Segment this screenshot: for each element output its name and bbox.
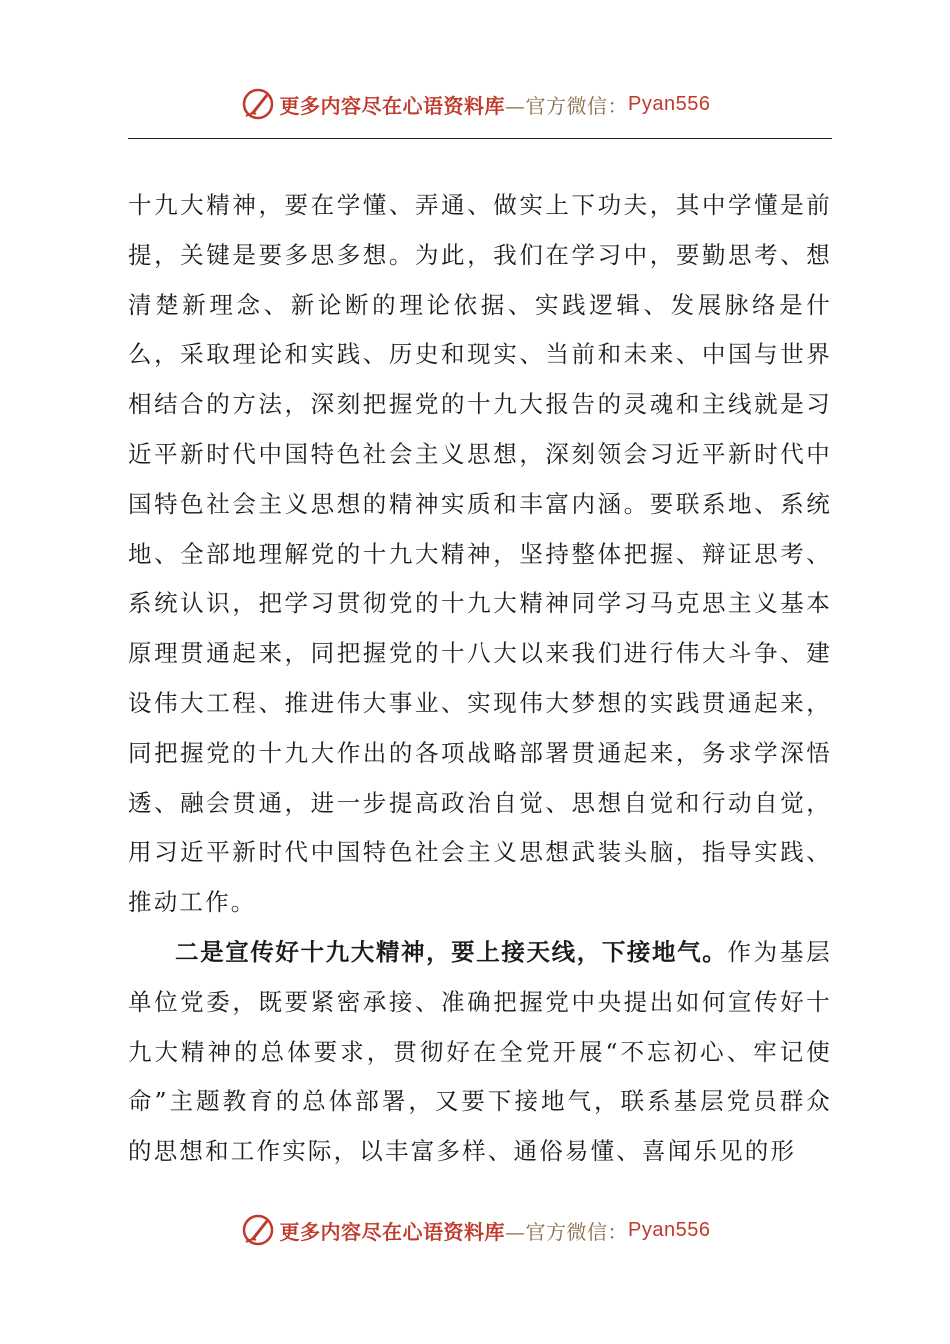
quill-logo-icon — [240, 86, 276, 122]
footer-banner-main: 更多内容尽在心语资料库 — [279, 1219, 506, 1244]
page-header — [0, 82, 950, 126]
footer-banner — [240, 1212, 711, 1248]
footer-banner-sub: —官方微信： — [505, 1219, 629, 1244]
document-body — [128, 181, 832, 1177]
header-banner-handle: Pyan556 — [628, 92, 711, 115]
header-divider — [128, 138, 832, 139]
paragraph-1: 十九大精神，要在学懂、弄通、做实上下功夫，其中学懂是前提，关键是要多思多想。为此，我们在学习中，要勤思考、想清楚新理念、新论断的理论依据、实践逻辑、发展脉络是什么，采取理论和实践、历史和现实、当前和未来、中国与世界相结合的方法，深刻把握党的十九大报告的灵魂和主线就是习近平新时代中国特色社会主义思想，深刻领会习近平新时代中国特色社会主义思想的精神实质和丰富内涵。要联系地、系统地、全部地理解党的十九大精神，坚持整体把握、辩证思考、系统认识，把学习贯彻党的十九大精神同学习马克思主义基本原理贯通起来，同把握党的十八大以来我们进行伟大斗争、建设伟大工程、推进伟大事业、实现伟大梦想的实践贯通起来，同把握党的十九大作出的各项战略部署贯通起来，务求学深悟透、融会贯通，进一步提高政治自觉、思想自觉和行动自觉，用习近平新时代中国特色社会主义思想武装头脑，指导实践、推动工作。 — [128, 191, 832, 917]
page-footer — [0, 1208, 950, 1252]
paragraph-2 — [128, 928, 832, 1177]
footer-banner-handle: Pyan556 — [628, 1218, 711, 1241]
paragraph-2-lead: 二是宣传好十九大精神，要上接天线，下接地气。 — [175, 937, 728, 966]
header-banner-main: 更多内容尽在心语资料库 — [279, 93, 506, 118]
header-banner-sub: —官方微信： — [505, 93, 629, 118]
quill-logo-icon — [240, 1212, 276, 1248]
header-banner — [240, 86, 711, 122]
paragraph-2-body: 作为基层单位党委，既要紧密承接、准确把握党中央提出如何宣传好十九大精神的总体要求，贯彻好在全党开展“不忘初心、牢记使命”主题教育的总体部署，又要下接地气，联系基层党员群众的思想和工作实际，以丰富多样、通俗易懂、喜闻乐见的形 — [128, 937, 832, 1166]
